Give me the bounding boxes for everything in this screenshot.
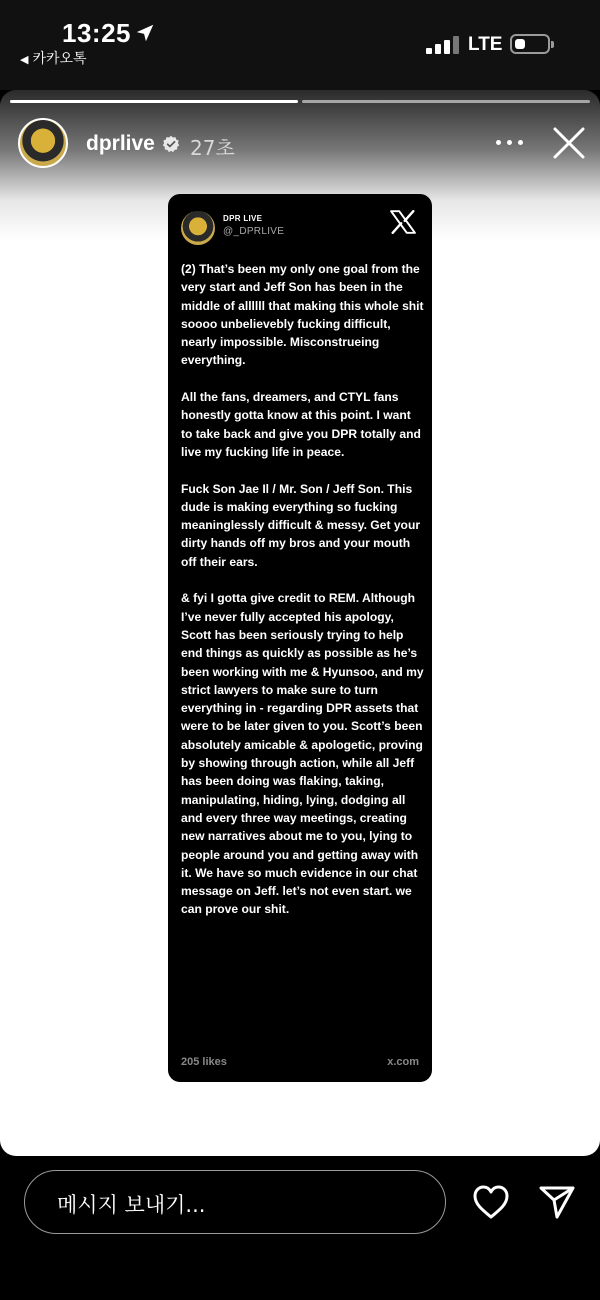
- tweet-paragraph: All the fans, dreamers, and CTYL fans honestly gotta know at this point. I want to take back and give you DPR totally and live my fucking life in peace.: [181, 390, 421, 459]
- send-icon[interactable]: [538, 1184, 576, 1220]
- tweet-paragraph: & fyi I gotta give credit to REM. Although I’ve never fully accepted his apology, Scott has been seriously trying to help end things as quickly as possible as he’s been working with me & Hyunsoo, and my strict lawyers to make sure to turn everything in - regarding DPR assets that were to be later given to you. Scott’s been absolutely amicable & apologetic, proving by showing through action, while all Jeff has been doing was flaking, taking, manipulating, hiding, lying, dodging all and every three way meetings, creating new narratives about me to you, lying to people around you and getting away with it. We have so much evidence in our chat message on Jeff. let’s not even start. we can prove our shit.: [181, 591, 424, 917]
- tweet-author-name: DPR LIVE: [223, 214, 263, 223]
- message-input[interactable]: [24, 1170, 446, 1234]
- signal-icon: [426, 36, 460, 54]
- status-time: 13:25: [62, 18, 131, 48]
- back-app-label: 카카오톡: [32, 51, 87, 67]
- message-placeholder: 메시지 보내기...: [57, 1193, 206, 1217]
- more-icon[interactable]: [496, 140, 524, 148]
- tweet-paragraph: Fuck Son Jae Il / Mr. Son / Jeff Son. This dude is making everything so fucking meaninglessly difficult & messy. Get your dirty hands off my bros and your mouth off their ears.: [181, 481, 421, 569]
- story-progress-segment-1: [10, 100, 298, 103]
- tweet-likes: 205 likes: [181, 1056, 227, 1068]
- x-logo-icon: [390, 210, 416, 234]
- back-triangle-icon: ◀: [20, 53, 29, 66]
- avatar[interactable]: [18, 118, 68, 168]
- status-bar: [0, 0, 600, 90]
- story-progress-segment-2: [302, 100, 590, 103]
- story-card[interactable]: [0, 90, 600, 1156]
- tweet-avatar: [181, 211, 215, 245]
- back-to-app-link[interactable]: [20, 48, 87, 68]
- story-time-ago: 27초: [190, 136, 235, 160]
- story-username[interactable]: dprlive: [86, 132, 155, 155]
- network-type: LTE: [468, 34, 503, 55]
- tweet-body: [181, 260, 425, 937]
- tweet-paragraph: (2) That’s been my only one goal from the very start and Jeff Son has been in the middle of allllll that making this whole shit soooo unbelievebly fucking difficult, nearly impossible. Misconstrueing everything.: [181, 262, 424, 368]
- tweet-domain: x.com: [387, 1056, 419, 1068]
- tweet-card: [168, 194, 432, 1082]
- location-arrow-icon: [134, 22, 156, 44]
- heart-icon[interactable]: [472, 1184, 510, 1220]
- tweet-author-handle: @_DPRLIVE: [223, 226, 285, 237]
- battery-icon: [510, 34, 550, 54]
- verified-icon: [162, 135, 180, 153]
- close-icon[interactable]: [552, 126, 586, 160]
